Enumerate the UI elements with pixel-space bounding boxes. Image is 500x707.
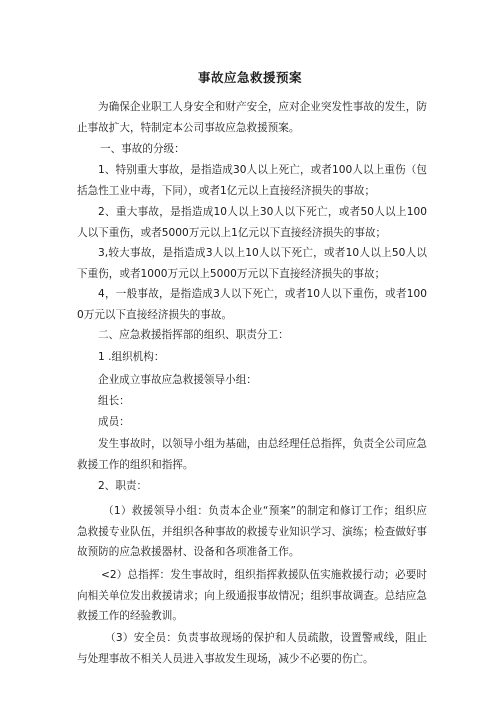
org-heading: 1 .组织机构： — [98, 351, 165, 363]
paragraph-grade-1: 1、特别重大事故，是指造成30人以上死亡，或者100人以上重伤（包括急性工业中毒，下同），或者1亿元以上直接经济损失的事故； — [77, 164, 427, 197]
leader-line: 组长： — [98, 395, 130, 407]
section-heading-grades: 一、事故的分级： — [100, 143, 185, 155]
members-line: 成员： — [98, 416, 130, 428]
paragraph-command: 发生事故时，以领导小组为基础，由总经理任总指挥，负责全公司应急救援工作的组织和指挥。 — [77, 438, 427, 471]
section-heading-command: 二、应急救援指挥部的组织、职责分工： — [98, 329, 289, 341]
paragraph-duty-1: （1）救援领导小组：负责本企业“预案”的制定和修订工作；组织应急救援专业队伍，并组织各种事故的救援专业知识学习、演练；检查做好事故预防的应急救援器材、设备和各项准备工作。 — [77, 505, 427, 558]
paragraph-duty-3: （3）安全员：负责事故现场的保护和人员疏散，设置警戒线，阻止与处理事故不相关人员进入事故发生现场，减少不必要的伤亡。 — [77, 632, 427, 665]
paragraph-intro: 为确保企业职工人身安全和财产安全，应对企业突发性事故的发生，防止事故扩大，特制定本公司事故应急救援预案。 — [77, 101, 427, 134]
org-group-line: 企业成立事故应急救援领导小组： — [98, 374, 257, 386]
paragraph-grade-2: 2、重大事故，是指造成10人以上30人以下死亡，或者50人以上100人以下重伤，或者5000万元以上1亿元以下直接经济损失的事故； — [77, 206, 427, 239]
duty-heading: 2、职责： — [98, 480, 148, 492]
paragraph-grade-3: 3,较大事故，是指造成3人以上10人以下死亡，或者10人以上50人以下重伤，或者1000万元以上5000万元以下直接经济损失的事故； — [77, 247, 427, 280]
paragraph-duty-2: <2）总指挥：发生事故时，组织指挥救援队伍实施救援行动；必要时向相关单位发出救援请求；向上级通报事故情况；组织事故调查。总结应急救援工作的经验教训。 — [77, 569, 427, 622]
document-title: 事故应急救援预案 — [197, 70, 302, 85]
paragraph-grade-4: 4，一般事故，是指造成3人以下死亡，或者10人以下重伤，或者1000万元以下直接经济损失的事故。 — [77, 288, 427, 321]
